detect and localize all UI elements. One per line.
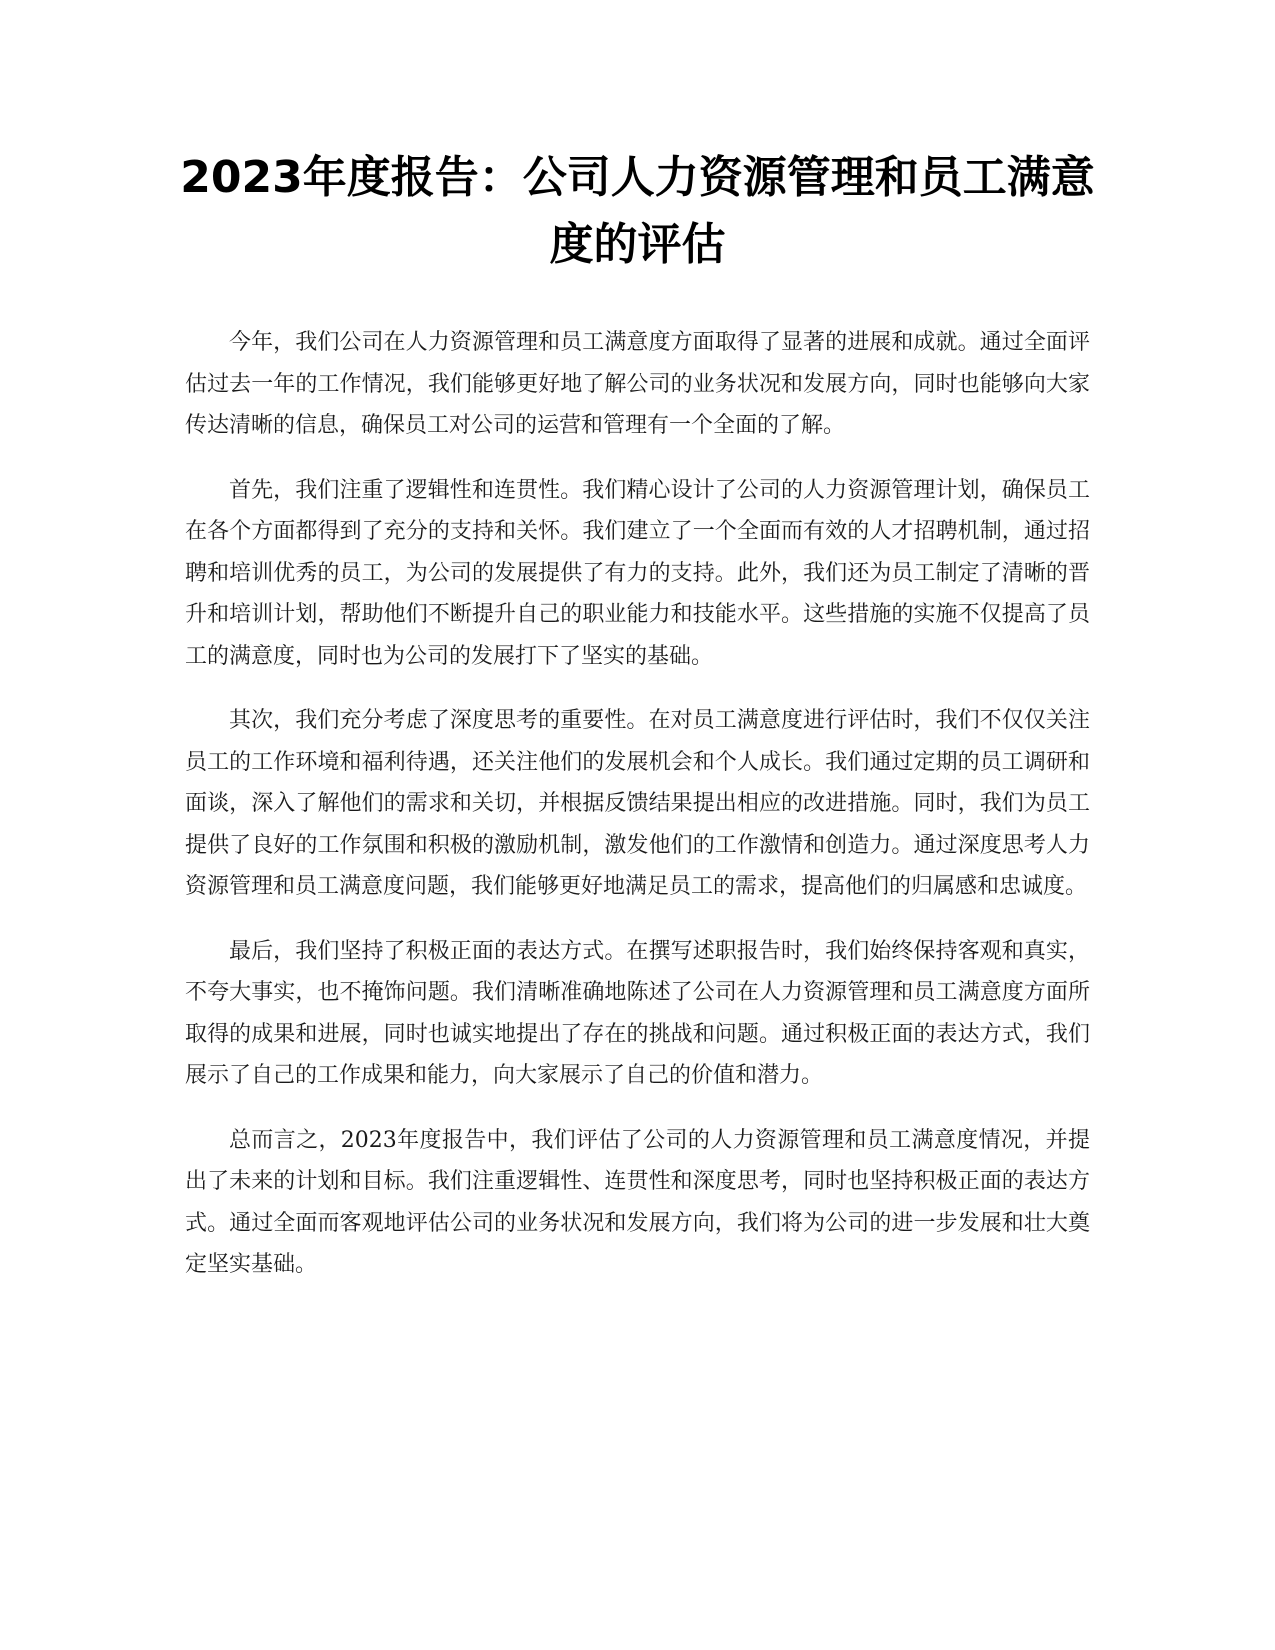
document-body xyxy=(185,322,1090,1309)
paragraph-conclusion: 总而言之，2023年度报告中，我们评估了公司的人力资源管理和员工满意度情况，并提出了未来的计划和目标。我们注重逻辑性、连贯性和深度思考，同时也坚持积极正面的表达方式。通过全面而客观地评估公司的业务状况和发展方向，我们将为公司的进一步发展和壮大奠定坚实基础。 xyxy=(185,1127,1090,1277)
paragraph-first: 首先，我们注重了逻辑性和连贯性。我们精心设计了公司的人力资源管理计划，确保员工在各个方面都得到了充分的支持和关怀。我们建立了一个全面而有效的人才招聘机制，通过招聘和培训优秀的员工，为公司的发展提供了有力的支持。此外，我们还为员工制定了清晰的晋升和培训计划，帮助他们不断提升自己的职业能力和技能水平。这些措施的实施不仅提高了员工的满意度，同时也为公司的发展打下了坚实的基础。 xyxy=(185,477,1090,669)
paragraph-last: 最后，我们坚持了积极正面的表达方式。在撰写述职报告时，我们始终保持客观和真实，不夸大事实，也不掩饰问题。我们清晰准确地陈述了公司在人力资源管理和员工满意度方面所取得的成果和进展，同时也诚实地提出了存在的挑战和问题。通过积极正面的表达方式，我们展示了自己的工作成果和能力，向大家展示了自己的价值和潜力。 xyxy=(185,938,1090,1088)
paragraph-second: 其次，我们充分考虑了深度思考的重要性。在对员工满意度进行评估时，我们不仅仅关注员工的工作环境和福利待遇，还关注他们的发展机会和个人成长。我们通过定期的员工调研和面谈，深入了解他们的需求和关切，并根据反馈结果提出相应的改进措施。同时，我们为员工提供了良好的工作氛围和积极的激励机制，激发他们的工作激情和创造力。通过深度思考人力资源管理和员工满意度问题，我们能够更好地满足员工的需求，提高他们的归属感和忠诚度。 xyxy=(185,708,1090,899)
document-title: 2023年度报告：公司人力资源管理和员工满意度的评估 xyxy=(180,152,1095,270)
paragraph-intro: 今年，我们公司在人力资源管理和员工满意度方面取得了显著的进展和成就。通过全面评估过去一年的工作情况，我们能够更好地了解公司的业务状况和发展方向，同时也能够向大家传达清晰的信息，确保员工对公司的运营和管理有一个全面的了解。 xyxy=(185,330,1090,438)
